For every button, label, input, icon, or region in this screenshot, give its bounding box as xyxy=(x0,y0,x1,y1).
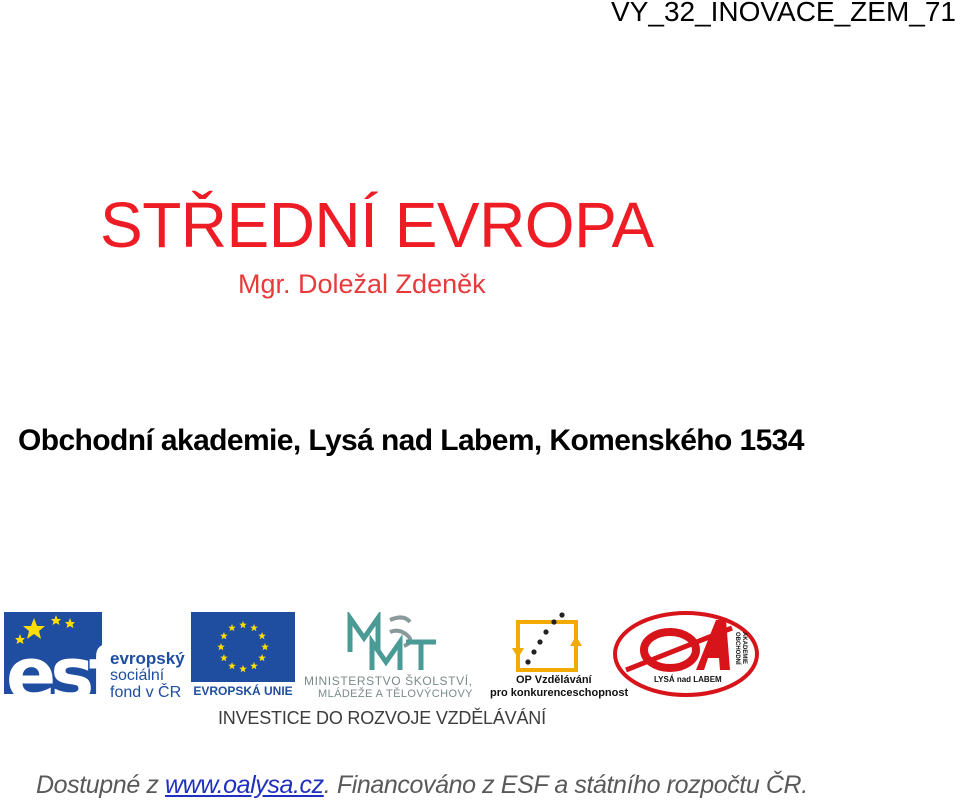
oa-town: LYSÁ nad LABEM xyxy=(654,675,722,684)
footer-suffix: . Financováno z ESF a státního rozpočtu ČR. xyxy=(323,771,808,799)
eu-flag-icon xyxy=(191,612,295,682)
eu-star-icon xyxy=(228,624,236,631)
oa-side1: OBCHODNÍ xyxy=(734,632,740,665)
eu-star-icon xyxy=(239,621,247,628)
esf-flag xyxy=(4,612,115,718)
opvk-caption xyxy=(490,674,628,700)
esf-logo xyxy=(4,612,189,718)
eu-star-icon xyxy=(217,643,225,650)
document-code: VY_32_INOVACE_ZEM_71 xyxy=(611,0,956,27)
school-address: Obchodní akademie, Lysá nad Labem, Komenského 1534 xyxy=(18,424,804,457)
eu-star-icon xyxy=(220,654,228,661)
eu-star-icon xyxy=(220,632,228,639)
msmt-logo xyxy=(300,612,485,702)
eu-star-icon xyxy=(239,665,247,672)
opvk-line1: OP Vzdělávání xyxy=(516,674,592,686)
eu-star-icon xyxy=(250,624,258,631)
eu-star-icon xyxy=(261,643,269,650)
presentation-title: STŘEDNÍ EVROPA xyxy=(100,189,654,261)
eu-star-icon xyxy=(258,632,266,639)
msmt-mark-icon xyxy=(342,612,442,674)
eu-star-icon xyxy=(258,654,266,661)
eu-star-icon xyxy=(228,662,236,669)
author-name: Mgr. Doležal Zdeněk xyxy=(238,269,486,299)
oa-logo xyxy=(612,610,762,700)
footer-note xyxy=(36,771,808,800)
esf-line2: sociální xyxy=(110,667,165,684)
oa-side2: AKADEMIE xyxy=(741,632,747,665)
eu-logo xyxy=(191,612,295,702)
eu-star-icon xyxy=(250,662,258,669)
oa-emblem-icon xyxy=(612,610,762,700)
opvk-line2: pro konkurenceschopnost xyxy=(490,687,629,699)
esf-mark: esf xyxy=(6,632,115,718)
opvk-mark-icon xyxy=(510,610,590,674)
investice-slogan: INVESTICE DO ROZVOJE VZDĚLÁVÁNÍ xyxy=(218,708,546,728)
msmt-line2: MLÁDEŽE A TĚLOVÝCHOVY xyxy=(318,688,473,700)
eu-caption: EVROPSKÁ UNIE xyxy=(193,684,293,698)
esf-line1: evropský xyxy=(110,649,185,668)
website-link[interactable]: www.oalysa.cz xyxy=(165,771,324,799)
esf-line3: fond v ČR xyxy=(110,684,182,701)
msmt-line1: MINISTERSTVO ŠKOLSTVÍ, xyxy=(304,674,473,688)
footer-prefix: Dostupné z xyxy=(36,771,166,799)
opvk-logo xyxy=(490,610,629,702)
esf-caption xyxy=(110,650,185,701)
